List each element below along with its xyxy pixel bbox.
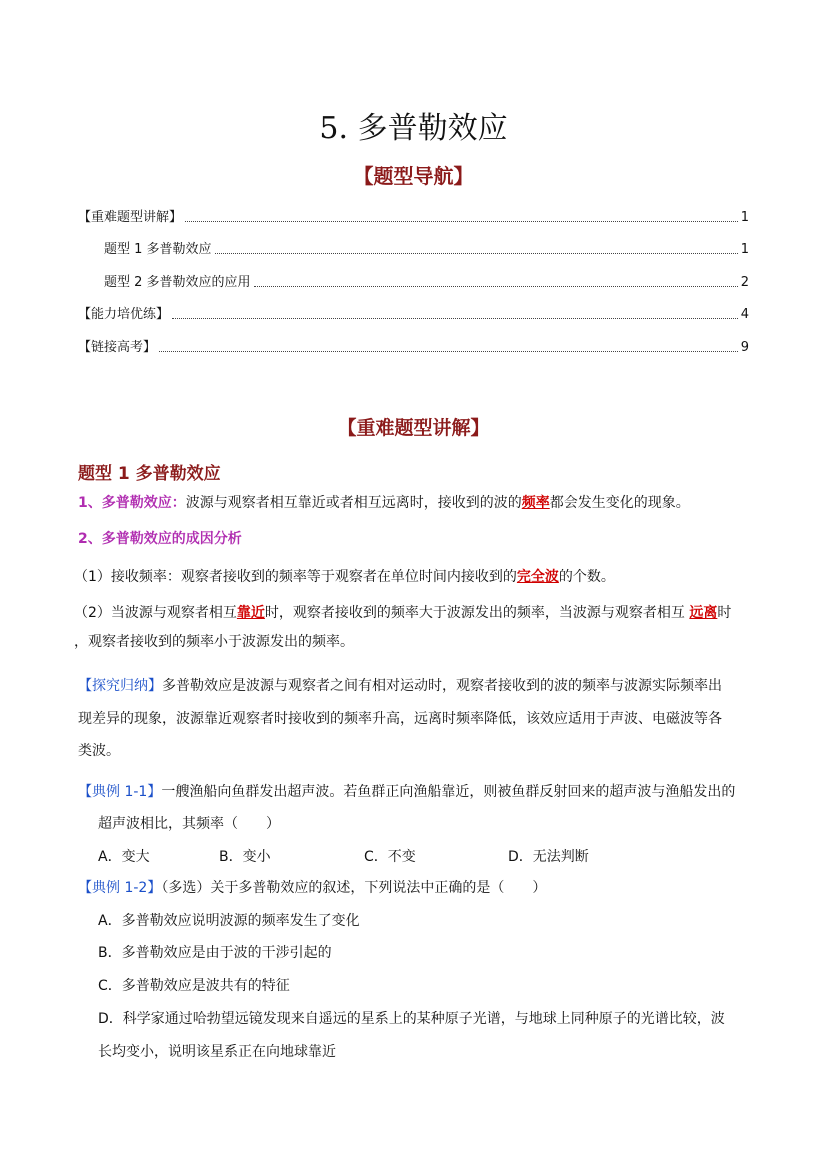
toc-item[interactable] — [78, 303, 749, 322]
toc-item[interactable] — [104, 238, 749, 257]
option-a: A．多普勒效应说明波源的频率发生了变化 — [98, 913, 360, 929]
toc-label: 题型 2 多普勒效应的应用 — [104, 275, 251, 290]
paragraph-receive-frequency: （1）接收频率：观察者接收到的频率等于观察者在单位时间内接收到的完全波的个数。 — [74, 569, 615, 585]
section-heading: 【重难题型讲解】 — [337, 417, 490, 439]
keyword: 靠近 — [236, 605, 265, 621]
toc-item[interactable] — [78, 336, 749, 355]
toc-page: 2 — [740, 275, 749, 290]
example-stem: 超声波相比，其频率（ ） — [98, 816, 280, 832]
option-d-cont: 长均变小，说明该星系正在向地球靠近 — [98, 1044, 336, 1060]
topic-heading: 题型 1 多普勒效应 — [78, 464, 221, 484]
option-d: D．科学家通过哈勃望远镜发现来自遥远的星系上的某种原子光谱，与地球上同种原子的光谱比较，波 — [98, 1011, 725, 1027]
toc-item[interactable] — [104, 271, 749, 290]
keyword: 频率 — [521, 495, 550, 511]
summary-line: 现差异的现象，波源靠近观察者时接收到的频率升高，远离时频率降低，该效应适用于声波、电磁波等各 — [78, 711, 722, 727]
paragraph-approach-cont: ，观察者接收到的频率小于波源发出的频率。 — [74, 634, 354, 650]
example-1-2: 【典例 1-2】（多选）关于多普勒效应的叙述，下列说法中正确的是（ ） — [78, 880, 547, 896]
example-label: 【典例 1-1】 — [78, 784, 162, 800]
toc-label: 【重难题型讲解】 — [78, 210, 183, 225]
toc-page: 9 — [740, 340, 749, 355]
toc-page: 1 — [740, 242, 749, 257]
option-d: D．无法判断 — [508, 849, 589, 865]
keyword: 远离 — [689, 605, 718, 621]
label: 1、多普勒效应： — [78, 495, 186, 511]
option-a: A．变大 — [98, 849, 150, 865]
page-title: 5. 多普勒效应 — [319, 111, 508, 146]
toc-label: 【能力培优练】 — [78, 307, 170, 322]
toc-item[interactable] — [78, 206, 749, 225]
summary-line: 【探究归纳】多普勒效应是波源与观察者之间有相对运动时，观察者接收到的波的频率与波源实际频率出 — [78, 678, 722, 694]
toc-label: 题型 1 多普勒效应 — [104, 242, 212, 257]
nav-heading: 【题型导航】 — [353, 164, 474, 188]
paragraph-approach: （2）当波源与观察者相互靠近时，观察者接收到的频率大于波源发出的频率，当波源与观察者相互 远离时 — [74, 605, 732, 621]
toc-page: 4 — [740, 307, 749, 322]
option-c: C．不变 — [364, 849, 416, 865]
toc-label: 【链接高考】 — [78, 340, 157, 355]
toc-page: 1 — [740, 210, 749, 225]
paragraph-definition: 1、多普勒效应：波源与观察者相互靠近或者相互远离时，接收到的波的频率都会发生变化的现象。 — [78, 495, 690, 511]
summary-label: 【探究归纳】 — [78, 678, 162, 694]
summary-line: 类波。 — [78, 743, 120, 759]
option-b: B．变小 — [219, 849, 271, 865]
keyword: 完全波 — [516, 569, 559, 585]
option-c: C．多普勒效应是波共有的特征 — [98, 978, 290, 994]
option-b: B．多普勒效应是由于波的干涉引起的 — [98, 945, 332, 961]
example-1-1: 【典例 1-1】一艘渔船向鱼群发出超声波。若鱼群正向渔船靠近，则被鱼群反射回来的超声波与渔船发出的 — [78, 784, 736, 800]
paragraph-cause-heading: 2、多普勒效应的成因分析 — [78, 531, 242, 547]
example-label: 【典例 1-2】 — [78, 880, 162, 896]
